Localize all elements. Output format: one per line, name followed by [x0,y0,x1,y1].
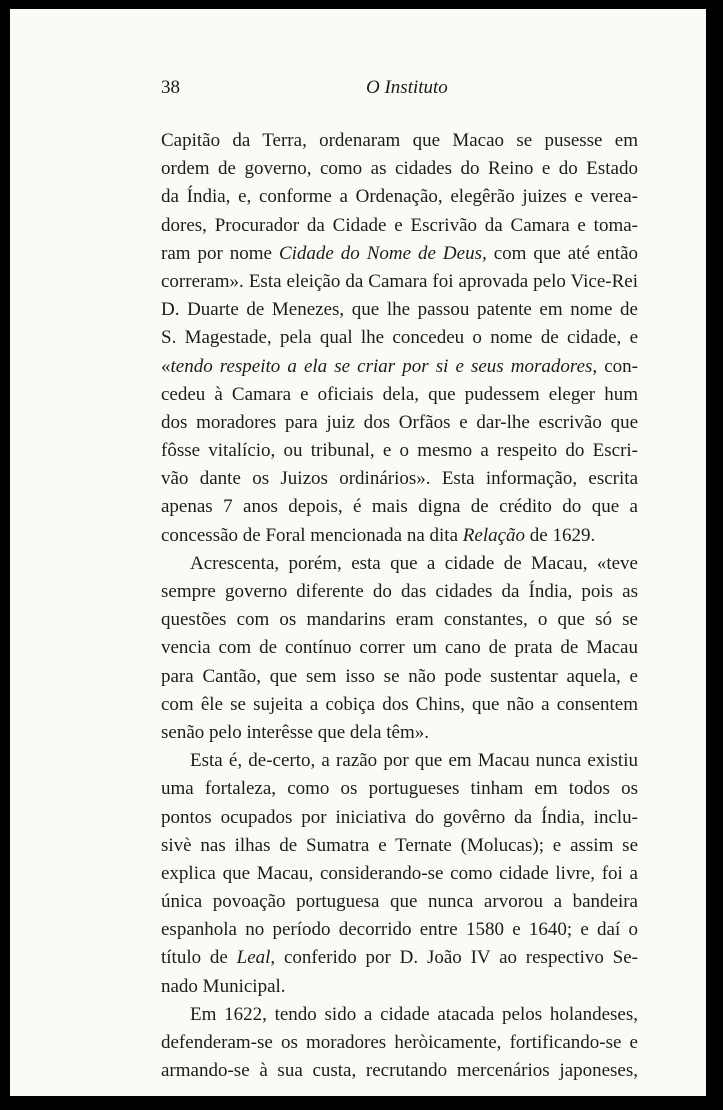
text-line: defenderam-se os moradores heròicamente, fortificando-se e [161,1032,638,1053]
text-line: da Índia, e, conforme a Ordenação, elegêrão juizes e verea- [161,186,638,208]
text-line: questões com os mandarins eram constantes, o que só se [161,609,638,631]
text-line: espanhola no período decorrido entre 1580 e 1640; e daí o [161,919,638,941]
italic-word: Leal [236,947,271,969]
text-line: sempre governo diferente do das cidades da Índia, pois as [161,581,638,602]
text-line: dores, Procurador da Cidade e Escrivão da Camara e toma- [161,214,638,236]
text-line: vão dante os Juizos ordinários». Esta informação, escrita [161,468,638,490]
paragraph-start-line: Em 1622, tendo sido a cidade atacada pelos holandeses, [190,1003,638,1025]
italic-title: Relação [462,524,526,546]
text-line: título de Leal, conferido por D. João IV ao respectivo Se- [161,947,638,969]
body-text [161,127,638,1085]
text-line: explica que Macau, considerando-se como cidade livre, foi a [161,862,638,884]
text-line: fôsse vitalício, ou tribunal, e o mesmo a respeito do Escri- [161,440,638,462]
text-line: dos moradores para juiz dos Orfãos e dar-lhe escrivão que [161,411,638,433]
text-line: concessão de Foral mencionada na dita Relação de 1629. [161,524,596,546]
page-number: 38 [161,77,180,98]
text-line: correram». Esta eleição da Camara foi aprovada pelo Vice-Rei [161,270,638,292]
text-line: para Cantão, que sem isso se não pode sustentar aquela, e [161,665,638,687]
text-line: ram por nome Cidade do Nome de Deus, com que até então [161,242,638,264]
italic-quote: tendo respeito a ela se criar por si e seus moradores, [170,355,598,377]
text-line: única povoação portuguesa que nunca arvorou a bandeira [161,891,638,913]
text-line: Capitão da Terra, ordenaram que Macao se pusesse em [161,130,638,151]
text-line: ordem de governo, como as cidades do Reino e do Estado [161,158,638,180]
paragraph-start-line: Esta é, de-certo, a razão por que em Macau nunca existiu [190,750,638,772]
paragraph-start-line: Acrescenta, porém, esta que a cidade de Macau, «teve [190,552,638,574]
text-line: «tendo respeito a ela se criar por si e seus moradores, con- [161,355,638,377]
running-title: O Instituto [366,77,448,98]
text-line: D. Duarte de Menezes, que lhe passou patente em nome de [161,299,638,321]
text-line: senão pelo interêsse que dela têm». [161,721,430,743]
text-line: uma fortaleza, como os portugueses tinham em todos os [161,778,638,800]
book-page [10,9,706,1096]
text-line: armando-se à sua custa, recrutando mercenários japoneses, [161,1060,638,1082]
text-line: sivè nas ilhas de Sumatra e Ternate (Molucas); e assim se [161,834,638,856]
page-header [161,77,471,103]
italic-phrase: Cidade do Nome de Deus, [278,242,487,264]
text-line: nado Municipal. [161,975,286,997]
text-line: vencia com de contínuo correr um cano de prata de Macau [161,637,638,659]
text-line: com êle se sujeita a cobiça dos Chins, que não a consentem [161,693,638,715]
text-line: apenas 7 anos depois, é mais digna de crédito do que a [161,496,638,518]
text-line: S. Magestade, pela qual lhe concedeu o nome de cidade, e [161,327,638,349]
text-line: cedeu à Camara e oficiais dela, que pudessem eleger hum [161,383,638,405]
text-line: pontos ocupados por iniciativa do govêrno da Índia, inclu- [161,806,638,828]
